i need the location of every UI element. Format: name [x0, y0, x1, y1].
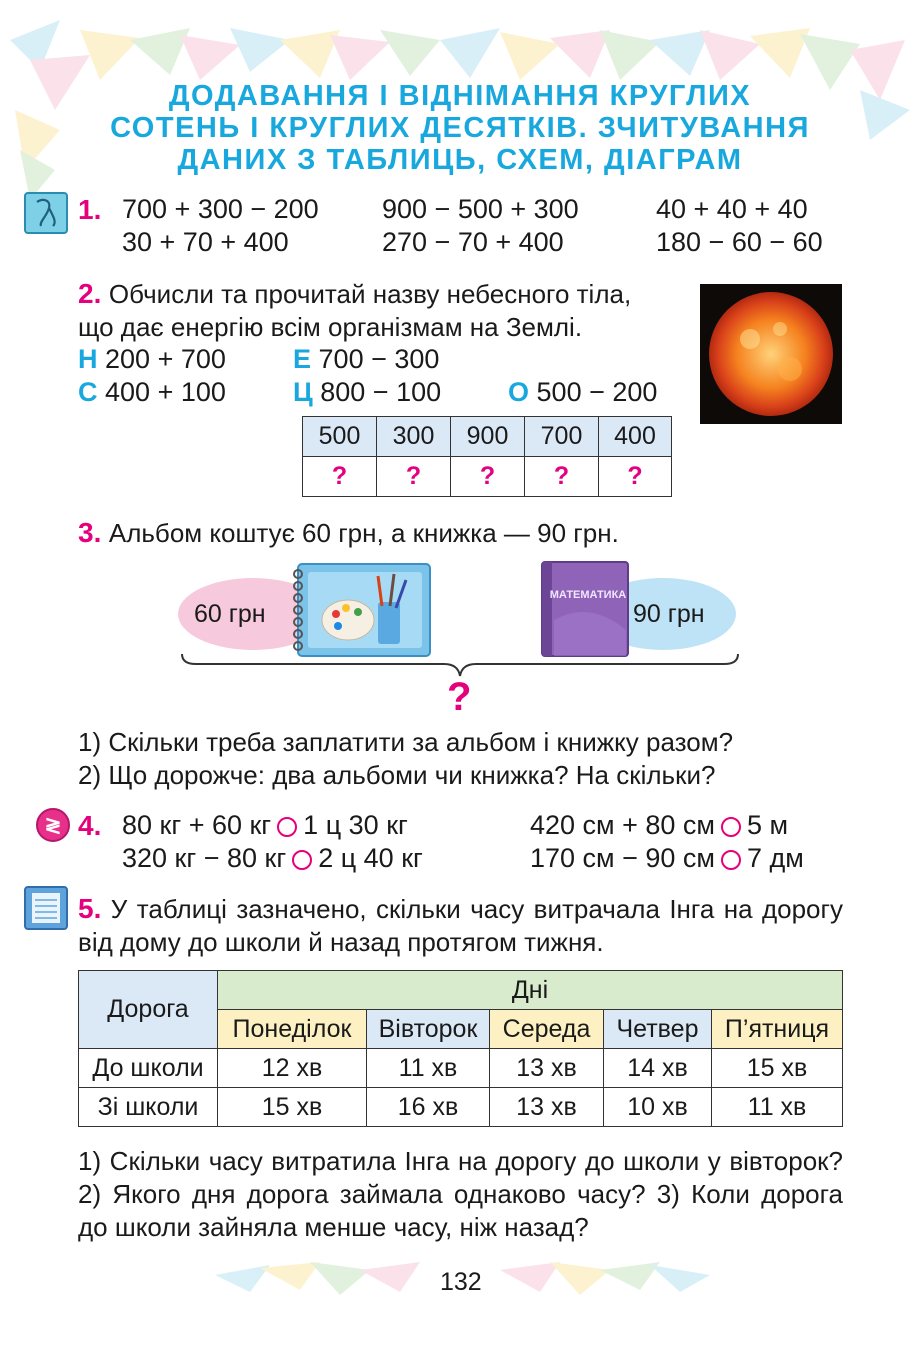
task-text: Альбом коштує 60 грн, а книжка — 90 грн. — [108, 518, 619, 548]
title-line: ДАНИХ З ТАБЛИЦЬ, СХЕМ, ДІАГРАМ — [177, 144, 743, 176]
table-cell: 15 хв — [218, 1088, 367, 1127]
table-cell: 10 хв — [604, 1088, 712, 1127]
table-cell: 16 хв — [367, 1088, 490, 1127]
answer-cell: ? — [376, 456, 451, 497]
letter-item: С 400 + 100 — [78, 377, 226, 407]
album-price: 60 грн — [194, 600, 266, 628]
notebook-icon — [24, 886, 68, 930]
book-price: 90 грн — [633, 600, 705, 628]
answer-cell: ? — [524, 456, 599, 497]
row-label: До школи — [79, 1049, 218, 1088]
letter-item: Ц 800 − 100 — [293, 377, 442, 407]
album-image — [290, 562, 432, 658]
expression: 40 + 40 + 40 — [656, 194, 808, 224]
day-header: Четвер — [604, 1010, 712, 1049]
answer-cell: ? — [598, 456, 672, 497]
question-mark: ? — [447, 675, 472, 719]
expression: 30 + 70 + 400 — [122, 227, 289, 257]
table-cell: 12 хв — [218, 1049, 367, 1088]
task-number: 2. — [78, 278, 102, 309]
task-5-text — [78, 892, 843, 959]
compare-icon: ≷ — [36, 808, 70, 842]
day-header: Середа — [490, 1010, 604, 1049]
title-line: ДОДАВАННЯ І ВІДНІМАННЯ КРУГЛИХ — [168, 80, 752, 112]
expression: 900 − 500 + 300 — [382, 194, 579, 224]
day-header: П’ятниця — [712, 1010, 843, 1049]
answer-cell: ? — [302, 456, 377, 497]
task-text: У таблиці зазначено, скільки часу витрачала Інга на дорогу від дому до школи й назад протягом тижня. — [78, 894, 843, 957]
letter-item: Н 200 + 700 — [78, 344, 226, 374]
letter-item: Е 700 − 300 — [293, 344, 440, 374]
day-header: Понеділок — [218, 1010, 367, 1049]
answer-cell: ? — [450, 456, 525, 497]
book-label: МАТЕМАТИКА — [549, 589, 627, 601]
expression: 270 − 70 + 400 — [382, 227, 564, 257]
header-road: Дорога — [79, 971, 218, 1049]
task-3-text — [78, 517, 619, 549]
question: 2) Що дорожче: два альбоми чи книжка? На скільки? — [78, 760, 716, 790]
task-text: Обчисли та прочитай назву небесного тіла, — [108, 279, 632, 309]
task-2-text — [78, 278, 631, 310]
table-cell: 11 хв — [712, 1088, 843, 1127]
table-row — [79, 1049, 843, 1088]
table-cell: 400 — [598, 416, 672, 457]
comparison: 80 кг + 60 кг 1 ц 30 кг — [122, 810, 408, 840]
comparison: 320 кг − 80 кг 2 ц 40 кг — [122, 843, 423, 873]
task-number: 4. — [78, 810, 102, 841]
table-cell: 14 хв — [604, 1049, 712, 1088]
table-cell: 13 хв — [490, 1088, 604, 1127]
task-number: 3. — [78, 517, 102, 548]
task-number: 1. — [78, 194, 102, 225]
title-line: СОТЕНЬ І КРУГЛИХ ДЕСЯТКІВ. ЗЧИТУВАННЯ — [110, 112, 810, 144]
row-label: Зі школи — [79, 1088, 218, 1127]
oral-work-icon — [24, 192, 68, 234]
table-cell: 500 — [302, 416, 377, 457]
table-cell: 13 хв — [490, 1049, 604, 1088]
travel-time-table — [78, 970, 843, 1127]
day-header: Вівторок — [367, 1010, 490, 1049]
comparison: 420 см + 80 см 5 м — [530, 810, 789, 840]
math-book-image — [540, 560, 632, 658]
table-cell: 700 — [524, 416, 599, 457]
task-number: 5. — [78, 893, 102, 924]
table-cell: 11 хв — [367, 1049, 490, 1088]
letter-item: О 500 − 200 — [508, 377, 658, 407]
table-row — [79, 1088, 843, 1127]
page-number: 132 — [440, 1268, 482, 1296]
task-text: що дає енергію всім організмам на Землі. — [78, 312, 583, 342]
table-cell: 15 хв — [712, 1049, 843, 1088]
expression: 700 + 300 − 200 — [122, 194, 319, 224]
page-title — [60, 80, 860, 176]
table-cell: 900 — [450, 416, 525, 457]
task-5-questions: 1) Скільки часу витратила Інга на дорогу до школи у вівторок? 2) Якого дня дорога займала однаково часу? 3) Коли дорога до школи зайняла менше часу, ніж назад? — [78, 1146, 843, 1242]
comparison: 170 см − 90 см 7 дм — [530, 843, 804, 873]
table-cell: 300 — [376, 416, 451, 457]
header-days: Дні — [218, 971, 843, 1010]
expression: 180 − 60 − 60 — [656, 227, 823, 257]
question: 1) Скільки треба заплатити за альбом і книжку разом? — [78, 727, 734, 757]
sun-image — [700, 284, 842, 424]
